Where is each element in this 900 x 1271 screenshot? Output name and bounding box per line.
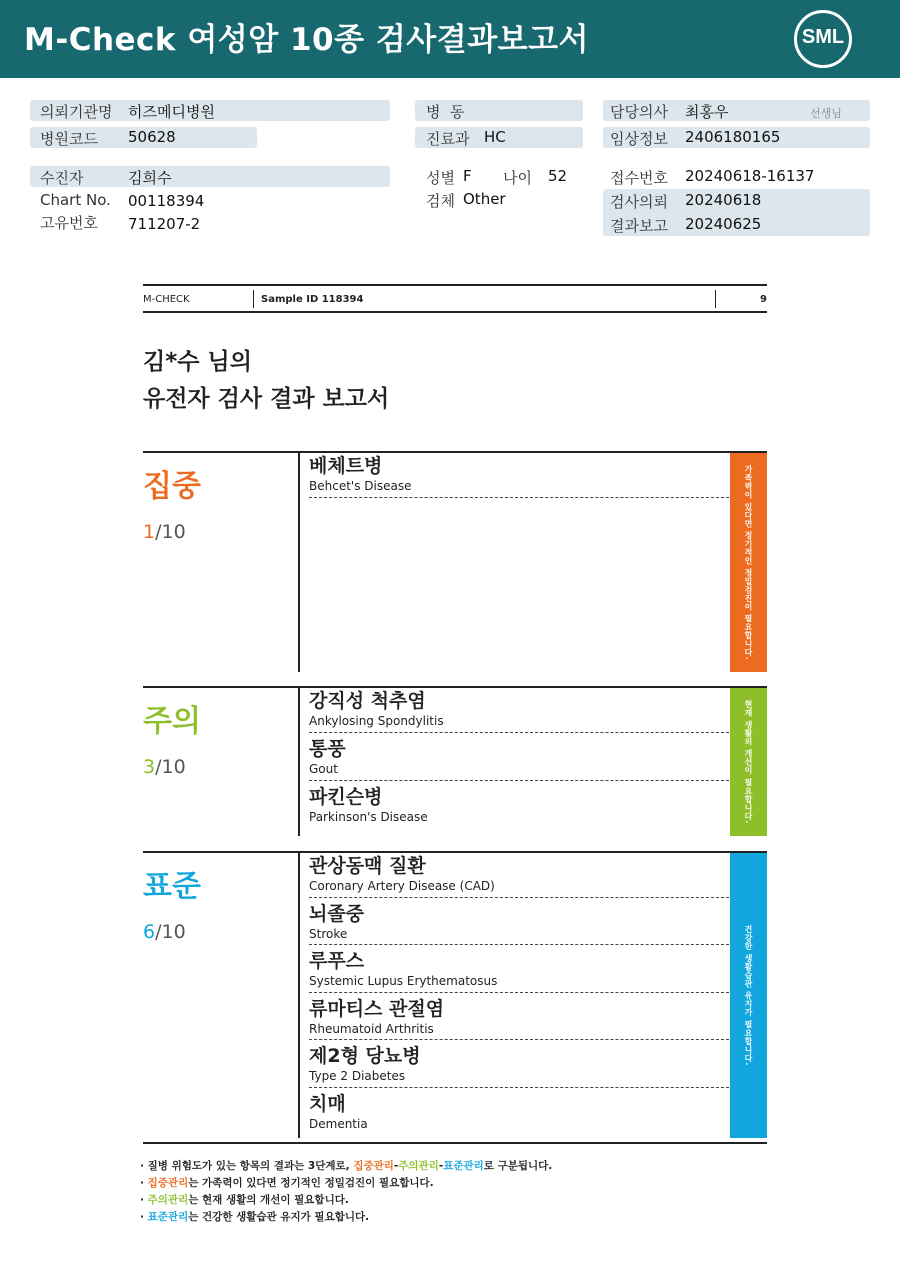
doctor-value: 최홍우 [685, 103, 729, 121]
header-divider [253, 290, 254, 308]
section-sidebar [730, 853, 767, 1138]
note-caution: 주의관리 [147, 1194, 189, 1206]
disease-item [309, 690, 729, 733]
dept-label: 진료과 [426, 130, 470, 148]
report-date-value: 20240625 [685, 215, 762, 233]
note-line: · 주의관리는 현재 생활의 개선이 필요합니다. [140, 1194, 349, 1206]
section-sidebar-text: 건강한 생활습관 유지가 필요합니다. [744, 925, 753, 1066]
patient-label: 수진자 [40, 169, 84, 187]
disease-name-en: Systemic Lupus Erythematosus [309, 974, 498, 988]
section-label: 주의 [143, 704, 201, 739]
receipt-value: 20240618-16137 [685, 167, 815, 185]
specimen-label: 검체 [426, 192, 455, 210]
note-line: · 질병 위험도가 있는 항목의 결과는 3단계로, 집중관리-주의관리-표준관리로 구분됩니다. [140, 1160, 553, 1172]
unique-value: 711207-2 [128, 215, 201, 233]
chart-label: Chart No. [40, 191, 111, 209]
disease-name-ko: 파킨슨병 [309, 786, 383, 808]
specimen-value: Other [463, 190, 506, 208]
disease-name-ko: 관상동맥 질환 [309, 855, 426, 877]
section-top-rule [143, 451, 767, 453]
disease-item [309, 950, 729, 993]
section-divider [298, 451, 300, 672]
report-heading: 유전자 검사 결과 보고서 [143, 386, 390, 412]
hospital-code-label: 병원코드 [40, 130, 98, 148]
note-text: 질병 위험도가 있는 항목의 결과는 3단계로, [147, 1160, 354, 1172]
section-top-rule [143, 851, 767, 853]
disease-item [309, 455, 729, 498]
report-title: M-Check 여성암 10종 검사결과보고서 [24, 22, 589, 58]
section-count-total: /10 [155, 521, 186, 543]
note-standard: 표준관리 [443, 1160, 484, 1172]
section-count-total: /10 [155, 756, 186, 778]
section-divider [298, 686, 300, 836]
disease-name-ko: 뇌졸중 [309, 902, 365, 925]
disease-item [309, 1093, 729, 1135]
sml-logo [794, 10, 852, 68]
disease-name-en: Parkinson's Disease [309, 810, 428, 824]
note-text: 로 구분됩니다. [483, 1160, 553, 1172]
note-text: 는 건강한 생활습관 유지가 필요합니다. [188, 1211, 370, 1223]
disease-name-ko: 류마티스 관절염 [309, 997, 445, 1020]
disease-item [309, 738, 729, 781]
legend-notes [140, 1158, 552, 1226]
sex-value: F [463, 167, 472, 185]
section-label: 집중 [143, 469, 201, 504]
disease-item [309, 903, 729, 946]
disease-name-en: Gout [309, 762, 338, 776]
section-count-total: /10 [155, 921, 186, 943]
note-standard: 표준관리 [147, 1211, 189, 1223]
disease-item [309, 1045, 729, 1088]
section-count [143, 756, 186, 778]
disease-name-en: Stroke [309, 926, 348, 941]
brand-label: M-CHECK [143, 294, 190, 305]
disease-name-ko: 강직성 척추염 [309, 690, 426, 712]
report-date-label: 결과보고 [610, 217, 668, 235]
section-count [143, 521, 186, 543]
sex-label: 성별 [426, 169, 455, 187]
disease-name-ko: 베체트병 [309, 455, 383, 477]
disease-name-en: Ankylosing Spondylitis [309, 714, 444, 728]
section-label: 표준 [143, 869, 201, 904]
note-text: 는 현재 생활의 개선이 필요합니다. [188, 1194, 349, 1206]
section-count [143, 921, 186, 943]
note-dash: - [438, 1160, 444, 1172]
disease-item [309, 786, 729, 828]
institution-value: 히즈메디병원 [128, 103, 215, 121]
section-count-number: 1 [143, 521, 156, 543]
note-focus: 집중관리 [353, 1160, 394, 1172]
section-sidebar-text: 현재 생활의 개선이 필요합니다. [744, 700, 753, 824]
section-count-number: 3 [143, 756, 156, 778]
disease-name-ko: 치매 [309, 1092, 346, 1115]
header-divider [715, 290, 716, 308]
disease-name-en: Type 2 Diabetes [309, 1069, 406, 1083]
institution-label: 의뢰기관명 [40, 103, 113, 121]
disease-name-ko: 루푸스 [309, 950, 365, 972]
disease-item [309, 855, 729, 898]
patient-row [30, 166, 390, 187]
note-focus: 집중관리 [147, 1177, 189, 1189]
section-divider [298, 851, 300, 1138]
unique-label: 고유번호 [40, 214, 98, 232]
disease-name-en: Dementia [309, 1116, 368, 1131]
note-caution: 주의관리 [398, 1160, 439, 1172]
section-count-number: 6 [143, 921, 156, 943]
age-label: 나이 [503, 169, 532, 187]
request-value: 20240618 [685, 191, 762, 209]
report-header-bar [0, 0, 900, 78]
section-top-rule [143, 686, 767, 688]
patient-name-heading: 김*수 님의 [143, 349, 252, 375]
note-text: 는 가족력이 있다면 정기적인 정밀검진이 필요합니다. [188, 1177, 434, 1189]
clinical-label: 임상정보 [610, 130, 668, 148]
note-line: · 표준관리는 건강한 생활습관 유지가 필요합니다. [140, 1211, 370, 1223]
page-header-top-rule [143, 284, 767, 286]
disease-name-ko: 통풍 [309, 738, 346, 760]
sections-bottom-rule [143, 1142, 767, 1144]
disease-name-en: Rheumatoid Arthritis [309, 1021, 434, 1036]
logo-text: SML [801, 26, 845, 48]
disease-name-en: Coronary Artery Disease (CAD) [309, 879, 495, 893]
chart-value: 00118394 [128, 192, 205, 210]
receipt-label: 접수번호 [610, 169, 668, 187]
note-line: · 집중관리는 가족력이 있다면 정기적인 정밀검진이 필요합니다. [140, 1177, 434, 1189]
hospital-code-value: 50628 [128, 128, 176, 146]
dept-value: HC [484, 128, 506, 146]
disease-name-ko: 제2형 당뇨병 [309, 1045, 421, 1067]
page-header-bottom-rule [143, 311, 767, 313]
page-number: 9 [760, 294, 767, 305]
section-sidebar [730, 453, 767, 672]
sample-id: Sample ID 118394 [261, 294, 364, 305]
disease-item [309, 998, 729, 1041]
note-dash: - [393, 1160, 399, 1172]
section-sidebar [730, 688, 767, 836]
age-value: 52 [548, 167, 568, 185]
disease-name-en: Behcet's Disease [309, 479, 412, 493]
clinical-value: 2406180165 [685, 128, 781, 146]
doctor-label: 담당의사 [610, 103, 668, 121]
patient-value: 김희수 [128, 169, 172, 187]
section-sidebar-text: 가족력이 있다면 정기적인 정밀검진이 필요합니다. [744, 464, 753, 661]
ward-label: 병 동 [426, 103, 465, 121]
doctor-suffix: 선생님 [810, 107, 842, 120]
request-label: 검사의뢰 [610, 193, 668, 211]
